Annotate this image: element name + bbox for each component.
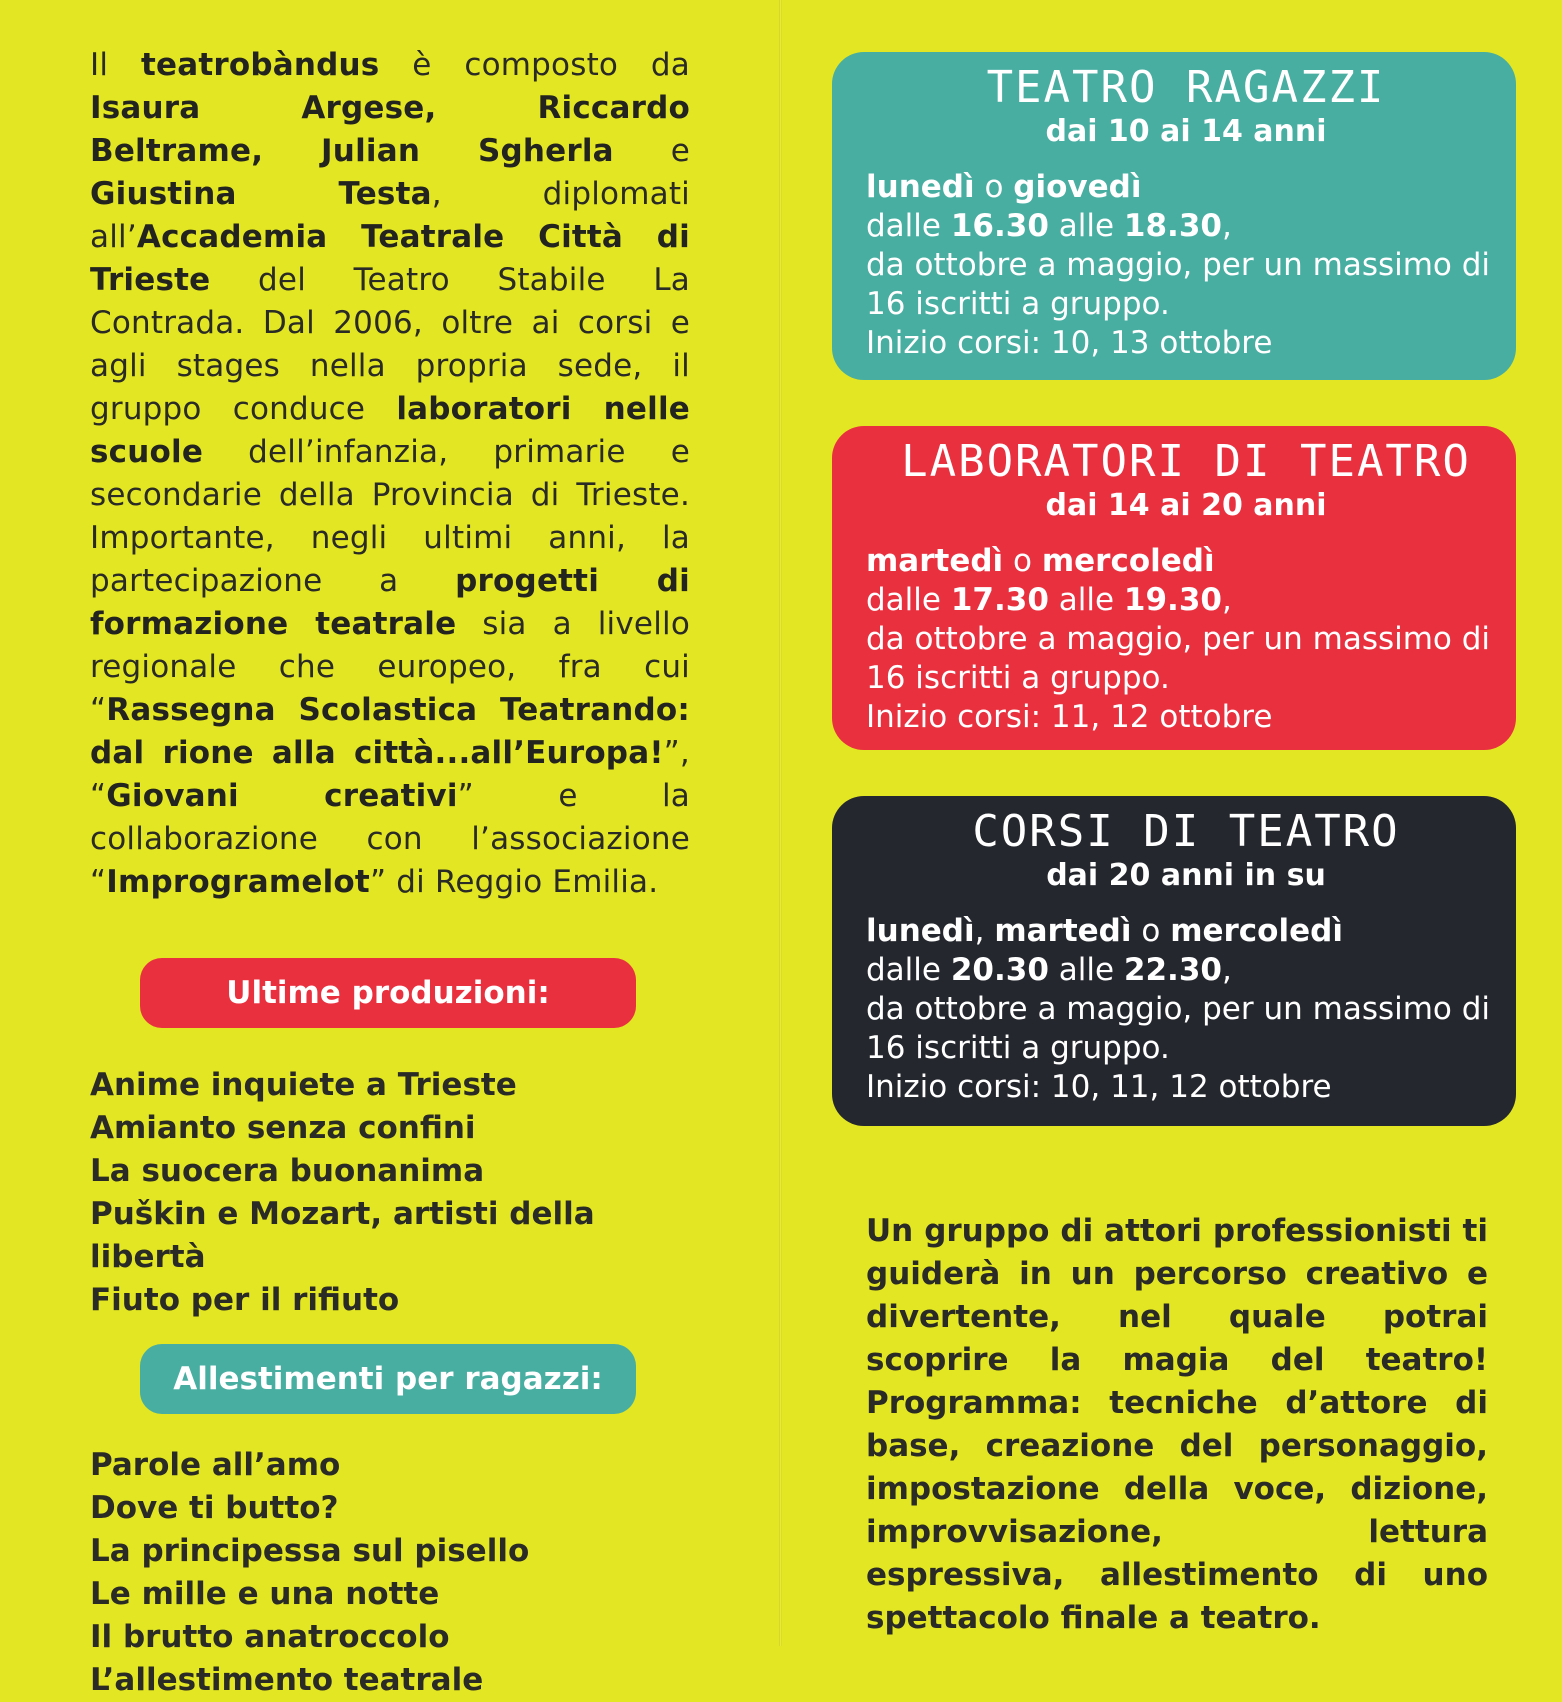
course-details xyxy=(866,168,1496,363)
intro-text: ” di Reggio Emilia. xyxy=(369,864,659,900)
course-text: dalle xyxy=(866,208,951,244)
course-start: Inizio corsi: 11, 12 ottobre xyxy=(866,699,1273,735)
list-item: Fiuto per il rifiuto xyxy=(90,1282,400,1318)
course-age: dai 10 ai 14 anni xyxy=(1045,114,1327,149)
course-day: mercoledì xyxy=(1170,913,1343,949)
course-hours xyxy=(866,951,1496,990)
course-text: alle xyxy=(1048,208,1124,244)
course-text: , xyxy=(1221,208,1232,244)
course-time: 19.30 xyxy=(1123,582,1222,618)
intro-paragraph xyxy=(90,44,690,904)
intro-bold: progetti di formazione teatrale xyxy=(90,563,690,642)
intro-text: ” e la collaborazione con l’associazione “ xyxy=(90,778,690,900)
intro-bold: teatrobàndus xyxy=(140,47,380,83)
intro-text: ”, “ xyxy=(90,735,690,814)
intro-bold: Accademia Teatrale Città di Trieste xyxy=(90,219,690,298)
course-days xyxy=(866,168,1496,207)
course-text: , xyxy=(1221,582,1232,618)
course-text: alle xyxy=(1048,582,1124,618)
course-days xyxy=(866,912,1496,951)
list-item: Le mille e una notte xyxy=(90,1576,440,1612)
course-start: Inizio corsi: 10, 13 ottobre xyxy=(866,325,1273,361)
course-text: o xyxy=(1131,913,1171,949)
course-hours xyxy=(866,581,1496,620)
course-box-laboratori xyxy=(832,426,1516,750)
list-item: Il brutto anatroccolo xyxy=(90,1619,450,1655)
course-days xyxy=(866,542,1496,581)
course-day: martedì xyxy=(866,543,1004,579)
intro-text: è composto da xyxy=(379,47,690,83)
list-item: Parole all’amo xyxy=(90,1447,341,1483)
course-text: o xyxy=(1003,543,1042,579)
course-title: LABORATORI DI TEATRO xyxy=(901,436,1471,487)
intro-bold: Giustina Testa xyxy=(90,176,432,212)
list-item: La suocera buonanima xyxy=(90,1153,485,1189)
course-details xyxy=(866,542,1496,737)
productions-heading: Ultime produzioni: xyxy=(140,958,636,1028)
course-text: , xyxy=(974,913,995,949)
fold-line xyxy=(779,0,782,1646)
course-day: martedì xyxy=(994,913,1132,949)
course-age: dai 20 anni in su xyxy=(1046,858,1326,893)
left-column xyxy=(90,44,690,1702)
course-text: dalle xyxy=(866,582,951,618)
course-box-corsi xyxy=(832,796,1516,1126)
course-time: 18.30 xyxy=(1123,208,1222,244)
intro-text: dell’infanzia, primarie e secondarie della Provincia di Trieste. Importante, negli ultimi anni, la partecipazione a xyxy=(90,434,690,599)
course-time: 16.30 xyxy=(950,208,1049,244)
course-details xyxy=(866,912,1496,1107)
right-column xyxy=(832,52,1516,1640)
course-day: lunedì xyxy=(866,169,975,205)
kids-shows-list xyxy=(90,1444,690,1702)
course-start: Inizio corsi: 10, 11, 12 ottobre xyxy=(866,1069,1332,1105)
course-hours xyxy=(866,207,1496,246)
list-item: Dove ti butto? xyxy=(90,1490,339,1526)
list-item: Anime inquiete a Trieste xyxy=(90,1067,517,1103)
course-period: da ottobre a maggio, per un massimo di 16 iscritti a gruppo. xyxy=(866,991,1491,1066)
intro-text: sia a livello regionale che europeo, fra cui “ xyxy=(90,606,690,728)
intro-text: , diplomati all’ xyxy=(90,176,690,255)
intro-text: Il xyxy=(90,47,141,83)
intro-bold: Rassegna Scolastica Teatrando: dal rione alla città...all’Europa! xyxy=(90,692,690,771)
intro-bold: laboratori nelle scuole xyxy=(90,391,690,470)
course-text: alle xyxy=(1048,952,1124,988)
kids-shows-heading: Allestimenti per ragazzi: xyxy=(140,1344,636,1414)
course-time: 20.30 xyxy=(950,952,1049,988)
intro-bold: Improgramelot xyxy=(106,864,370,900)
course-day: giovedì xyxy=(1013,169,1142,205)
course-text: o xyxy=(974,169,1014,205)
list-item: La principessa sul pisello xyxy=(90,1533,530,1569)
list-item: L’allestimento teatrale xyxy=(90,1662,484,1698)
course-text: dalle xyxy=(866,952,951,988)
course-title: TEATRO RAGAZZI xyxy=(986,62,1386,113)
intro-text: e xyxy=(613,133,690,169)
program-description: Un gruppo di attori professionisti ti guiderà in un percorso creativo e divertente, nel quale potrai scoprire la magia del teatro! Programma: tecniche d’attore di base, creazione del personaggio, impostazione della voce, dizione, improvvisazione, lettura espressiva, allestimento di uno spettacolo finale a teatro. xyxy=(866,1213,1488,1636)
course-age: dai 14 ai 20 anni xyxy=(1045,488,1327,523)
productions-list xyxy=(90,1064,690,1322)
course-box-teatro-ragazzi xyxy=(832,52,1516,380)
intro-bold: Giovani creativi xyxy=(106,778,458,814)
intro-bold: Isaura Argese, Riccardo Beltrame, Julian Sgherla xyxy=(90,90,690,169)
intro-text: del Teatro Stabile La Contrada. Dal 2006, oltre ai corsi e agli stages nella propria sede, il gruppo conduce xyxy=(90,262,690,427)
course-title: CORSI DI TEATRO xyxy=(972,806,1400,857)
list-item: Puškin e Mozart, artisti della libertà xyxy=(90,1196,595,1275)
course-period: da ottobre a maggio, per un massimo di 16 iscritti a gruppo. xyxy=(866,621,1491,696)
list-item: Amianto senza confini xyxy=(90,1110,476,1146)
course-period: da ottobre a maggio, per un massimo di 16 iscritti a gruppo. xyxy=(866,247,1491,322)
course-time: 17.30 xyxy=(950,582,1049,618)
course-text: , xyxy=(1221,952,1232,988)
course-day: lunedì xyxy=(866,913,975,949)
course-day: mercoledì xyxy=(1041,543,1215,579)
course-time: 22.30 xyxy=(1123,952,1222,988)
